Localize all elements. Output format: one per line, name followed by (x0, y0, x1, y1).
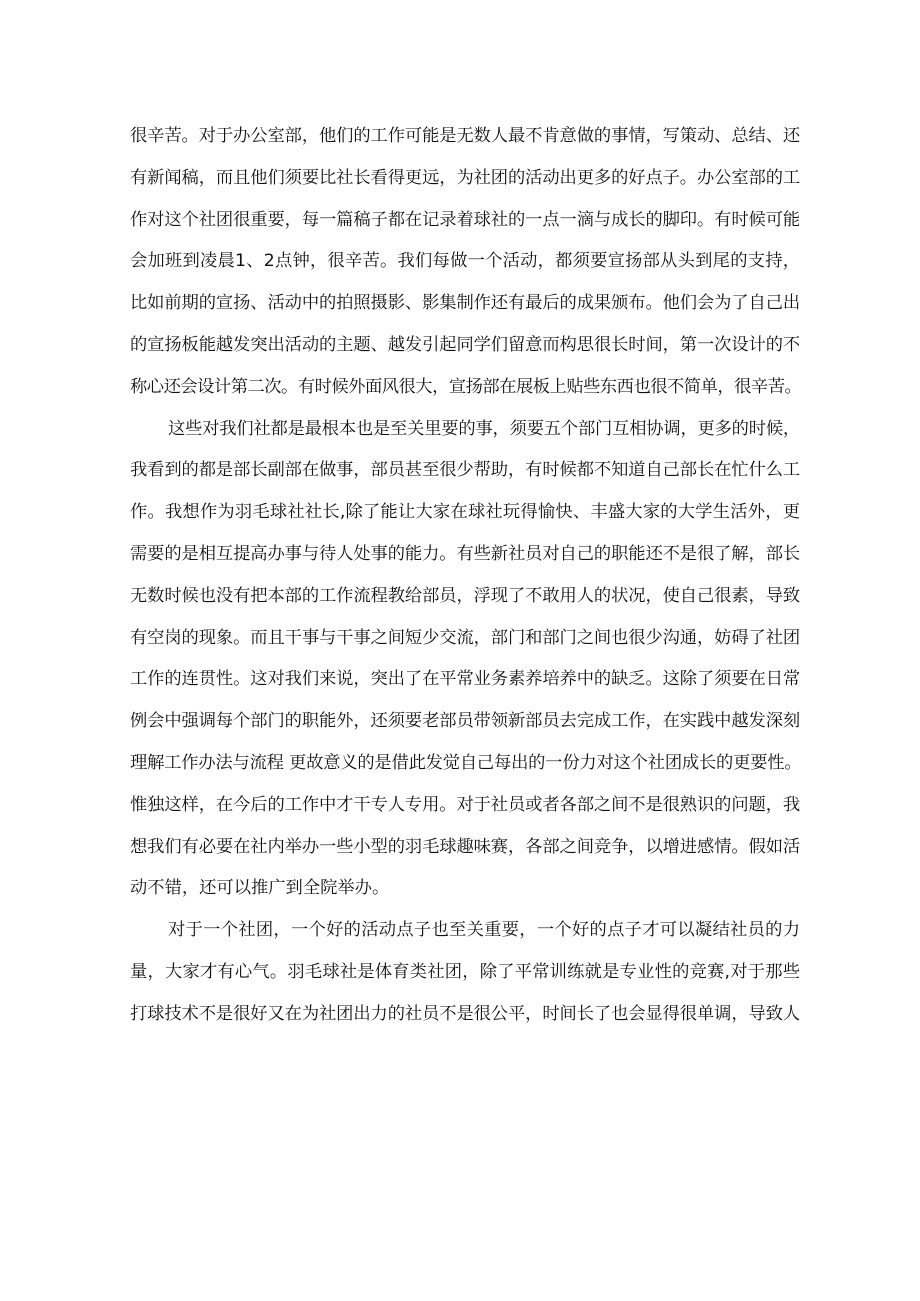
text-line: 工作的连贯性。这对我们来说，突出了在平常业务素养培养中的缺乏。这除了须要在日常 (130, 669, 801, 690)
text-line: 比如前期的宣扬、活动中的拍照摄影、影集制作还有最后的成果颁布。他们会为了自己出 (130, 293, 801, 314)
paragraph (130, 918, 800, 1043)
text-line: 的宣扬板能越发突出活动的主题、越发引起同学们留意而构思很长时间，第一次设计的不 (130, 334, 801, 355)
text-line: 例会中强调每个部门的职能外，还须要老部员带领新部员去完成工作，在实践中越发深刻 (130, 711, 801, 732)
text-line: 量，大家才有心气。羽毛球社是体育类社团，除了平常训练就是专业性的竞赛,对于那些 (130, 961, 800, 982)
text-line: 这些对我们社都是最根本也是至关里要的事，须要五个部门互相协调，更多的时候， (168, 418, 801, 439)
text-line: 作对这个社团很重要，每一篇稿子都在记录着球社的一点一滴与成长的脚印。有时候可能 (130, 209, 801, 230)
text-line: 无数时候也没有把本部的工作流程教给部员，浮现了不敢用人的状况，使自己很素，导致 (130, 585, 801, 606)
text-line: 惟独这样，在今后的工作中才干专人专用。对于社员或者各部之间不是很熟识的问题，我 (130, 794, 801, 815)
text-line: 有空岗的现象。而且干事与干事之间短少交流，部门和部门之间也很少沟通，妨碍了社团 (130, 627, 801, 648)
text-line: 有新闻稿，而且他们须要比社长看得更远，为社团的活动出更多的好点子。办公室部的工 (130, 167, 801, 188)
text-line: 动不错，还可以推广到全院举办。 (130, 878, 390, 899)
text-line: 称心还会设计第二次。有时候外面风很大，宣扬部在展板上贴些东西也很不简单，很辛苦。 (130, 376, 802, 397)
text-line: 对于一个社团，一个好的活动点子也至关重要，一个好的点子才可以凝结社员的力 (168, 920, 800, 941)
text-line: 需要的是相互提高办事与待人处事的能力。有些新社员对自己的职能还不是很了解，部长 (130, 543, 801, 564)
text-line: 我看到的都是部长副部在做事，部员甚至很少帮助，有时候都不知道自己部长在忙什么工 (130, 460, 801, 481)
paragraph (130, 124, 800, 417)
document-body (130, 124, 800, 1044)
text-line: 想我们有必要在社内举办一些小型的羽毛球趣味赛，各部之间竞争，以增进感情。假如活 (130, 836, 801, 857)
paragraph (130, 417, 800, 919)
text-line: 打球技术不是很好又在为社团出力的社员不是很公平，时间长了也会显得很单调，导致人 (130, 1003, 801, 1024)
text-line: 作。我想作为羽毛球社社长,除了能让大家在球社玩得愉快、丰盛大家的大学生活外，更 (130, 502, 800, 523)
text-line: 会加班到凌晨1、2点钟，很辛苦。我们每做一个活动，都须要宣扬部从头到尾的支持， (130, 251, 800, 272)
text-line: 很辛苦。对于办公室部，他们的工作可能是无数人最不肯意做的事情，写策动、总结、还 (130, 126, 801, 146)
text-line: 理解工作办法与流程 更故意义的是借此发觉自己每出的一份力对这个社团成长的更要性。 (130, 752, 802, 773)
